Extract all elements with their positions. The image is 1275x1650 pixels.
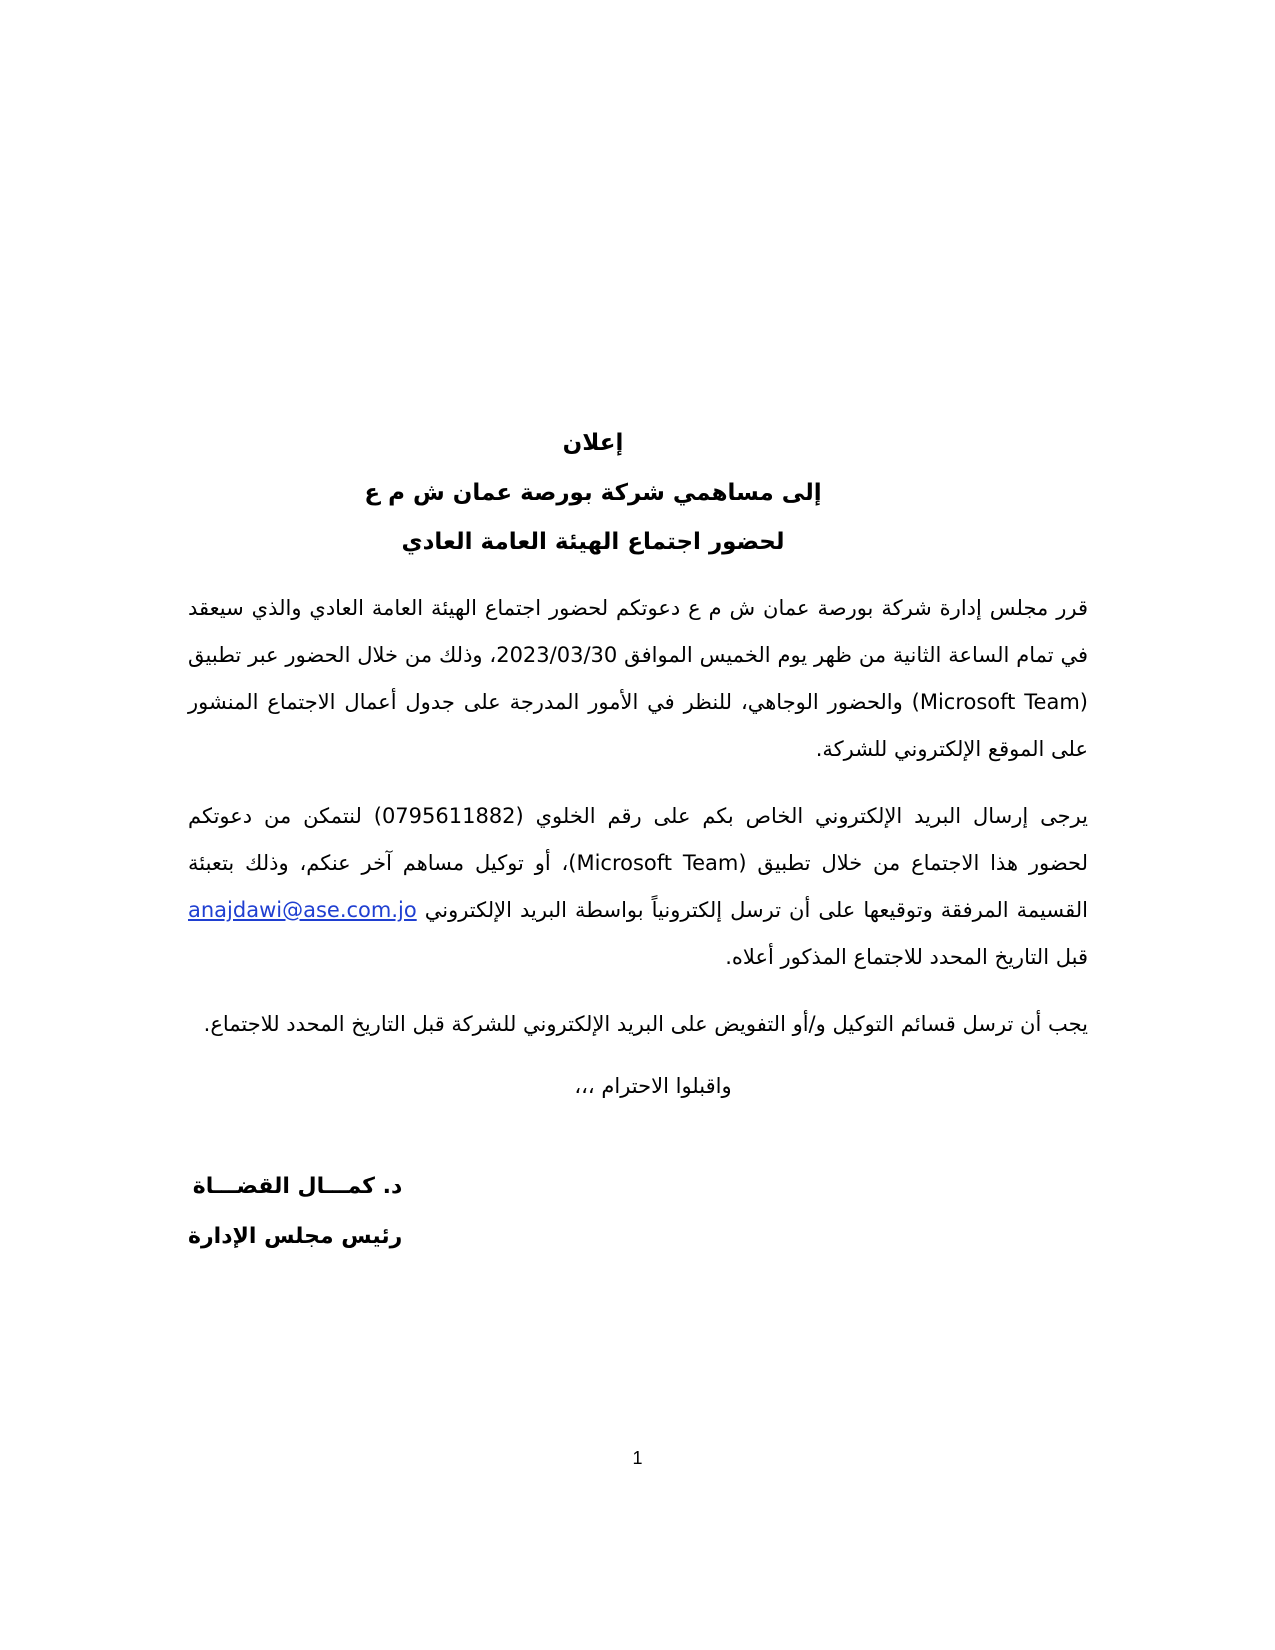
email-request-tail: قبل التاريخ المحدد للاجتماع المذكور أعلاه. bbox=[725, 944, 1088, 969]
email-request-text: يرجى إرسال البريد الإلكتروني الخاص بكم على رقم الخلوي (0795611882) لنتمكن من دعوتكم لحضور هذا الاجتماع من خلال تطبيق (Microsoft Team)، أو توكيل مساهم آخر عنكم، وذلك بتعبئة القسيمة المرفقة وتوقيعها على أن ترسل إلكترونياً بواسطة البريد الإلكتروني bbox=[188, 803, 1088, 922]
signatory-name: د. كمـــال القضـــاة bbox=[192, 1174, 403, 1199]
proxy-paragraph: يجب أن ترسل قسائم التوكيل و/أو التفويض على البريد الإلكتروني للشركة قبل التاريخ المحدد للاجتماع. bbox=[203, 1011, 1088, 1036]
email-link[interactable]: anajdawi@ase.com.jo bbox=[188, 897, 417, 922]
announcement-title: إعلان bbox=[562, 430, 624, 456]
document-body bbox=[188, 430, 1088, 1098]
invitation-paragraph: قرر مجلس إدارة شركة بورصة عمان ش م ع دعوتكم لحضور اجتماع الهيئة العامة العادي والذي سيعقد في تمام الساعة الثانية من ظهر يوم الخميس الموافق 2023/03/30، وذلك من خلال الحضور عبر تطبيق (Microsoft Team) والحضور الوجاهي، للنظر في الأمور المدرجة على جدول أعمال الاجتماع المنشور على الموقع الإلكتروني للشركة. bbox=[188, 595, 1088, 761]
signature-block bbox=[188, 1162, 402, 1262]
meeting-heading: لحضور اجتماع الهيئة العامة العادي bbox=[401, 529, 785, 556]
closing-line: واقبلوا الاحترام ،،، bbox=[574, 1073, 732, 1098]
signatory-title: رئيس مجلس الإدارة bbox=[188, 1224, 403, 1249]
page-number: 1 bbox=[632, 1448, 643, 1468]
addressee-heading: إلى مساهمي شركة بورصة عمان ش م ع bbox=[364, 479, 822, 506]
email-request-paragraph bbox=[188, 793, 1088, 981]
